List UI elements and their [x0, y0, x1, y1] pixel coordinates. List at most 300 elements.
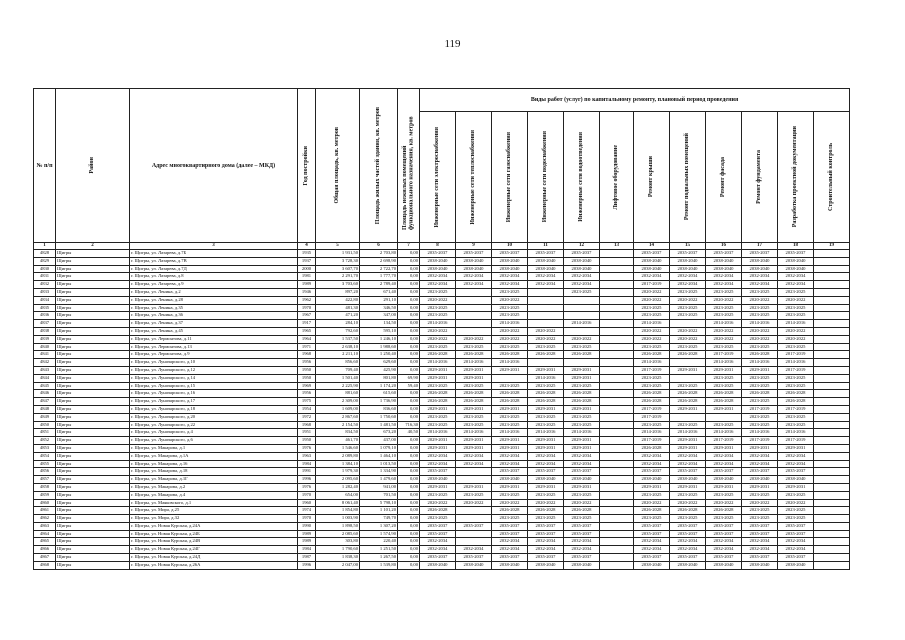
table-cell: 2020-2022 — [456, 335, 492, 343]
table-cell: 2014-2016 — [564, 320, 600, 328]
table-cell: 4846 — [34, 390, 56, 398]
table-row — [34, 343, 850, 351]
table-cell — [814, 468, 850, 476]
table-cell: 2032-2034 — [420, 546, 456, 554]
table-row — [34, 312, 850, 320]
table-cell: 2014-2016 — [742, 320, 778, 328]
table-cell: 2017-2019 — [706, 437, 742, 445]
table-cell: 2014-2016 — [778, 320, 814, 328]
table-cell: 2023-2025 — [420, 343, 456, 351]
column-number: 10 — [492, 243, 528, 250]
table-cell: 2 638,10 — [316, 343, 360, 351]
table-cell: Щигры — [56, 491, 130, 499]
table-cell — [600, 429, 634, 437]
table-cell: 2023-2025 — [456, 413, 492, 421]
table-cell: 2035-2037 — [492, 468, 528, 476]
table-cell: г. Щигры, ул. Ленина, д.37 — [130, 320, 298, 328]
table-cell: 1970 — [298, 304, 316, 312]
header-work-type: Ремонт подвальных помещений — [670, 112, 706, 243]
table-cell: 2014-2016 — [528, 429, 564, 437]
header-work-type: Инженерные сети теплоснабжения — [456, 112, 492, 243]
table-cell: Щигры — [56, 366, 130, 374]
table-cell: г. Щигры, ул. Ленина, д.35 — [130, 304, 298, 312]
table-cell: 2023-2025 — [420, 491, 456, 499]
table-cell — [600, 250, 634, 258]
table-cell — [814, 398, 850, 406]
table-cell: 1 537,50 — [316, 335, 360, 343]
table-cell: 2014-2016 — [634, 359, 670, 367]
table-cell: 1 079,10 — [360, 444, 398, 452]
table-cell: 0,00 — [398, 561, 420, 569]
table-cell: 4839 — [34, 335, 56, 343]
table-cell: 2 698,90 — [360, 257, 398, 265]
table-cell: 2032-2034 — [564, 546, 600, 554]
table-cell: 2023-2025 — [564, 421, 600, 429]
table-cell: 2023-2025 — [492, 413, 528, 421]
table-cell: 2032-2034 — [528, 538, 564, 546]
table-cell — [814, 312, 850, 320]
table-cell — [456, 288, 492, 296]
table-cell: 2032-2034 — [742, 546, 778, 554]
table-cell: 1991 — [298, 468, 316, 476]
table-cell: 1996 — [298, 476, 316, 484]
table-cell: 2014-2016 — [742, 429, 778, 437]
table-cell: 2026-2028 — [456, 390, 492, 398]
table-cell — [600, 257, 634, 265]
table-cell: 4842 — [34, 359, 56, 367]
table-cell: 4836 — [34, 312, 56, 320]
table-cell: 2035-2037 — [564, 530, 600, 538]
table-row — [34, 405, 850, 413]
table-cell: 2020-2022 — [420, 499, 456, 507]
table-cell: 2 722,70 — [360, 265, 398, 273]
table-cell: 4855 — [34, 460, 56, 468]
table-cell: Щигры — [56, 522, 130, 530]
table-cell: 2023-2025 — [706, 374, 742, 382]
table-cell: 1 250,40 — [360, 351, 398, 359]
table-cell: 2023-2025 — [778, 288, 814, 296]
table-cell: 2023-2025 — [528, 413, 564, 421]
header-works-group: Виды работ (услуг) по капитальному ремонту, плановый период проведения — [420, 89, 850, 112]
table-cell: г. Щигры, ул. Луначарского, д.16 — [130, 390, 298, 398]
table-cell: 2014-2016 — [778, 429, 814, 437]
table-row — [34, 546, 850, 554]
table-cell: 2023-2025 — [742, 288, 778, 296]
table-cell: 0,00 — [398, 250, 420, 258]
table-cell: 716,30 — [398, 421, 420, 429]
table-cell: 2023-2025 — [492, 421, 528, 429]
table-cell: 2038-2040 — [706, 561, 742, 569]
table-cell: г. Щигры, ул. Ленина, д.2 — [130, 288, 298, 296]
table-cell: г. Щигры, ул. Лазарева, д.7В — [130, 257, 298, 265]
table-cell: г. Щигры, ул. Новая Курская, д.24Б — [130, 530, 298, 538]
table-cell: 2014-2016 — [706, 359, 742, 367]
table-cell: г. Щигры, ул. Новая Курская, д.24А — [130, 522, 298, 530]
table-cell: 4857 — [34, 476, 56, 484]
table-cell — [600, 288, 634, 296]
table-cell: 2029-2031 — [420, 366, 456, 374]
table-cell: 2023-2025 — [706, 382, 742, 390]
column-number: 12 — [564, 243, 600, 250]
table-cell: 2038-2040 — [492, 265, 528, 273]
table-cell: 2020-2022 — [634, 335, 670, 343]
table-cell: 654,00 — [316, 491, 360, 499]
table-row — [34, 437, 850, 445]
table-cell: 2029-2031 — [670, 366, 706, 374]
table-cell: 2023-2025 — [456, 421, 492, 429]
table-cell: 1969 — [298, 382, 316, 390]
table-cell: 2029-2031 — [528, 437, 564, 445]
table-cell: 2035-2037 — [456, 554, 492, 562]
table-cell — [814, 320, 850, 328]
table-row — [34, 257, 850, 265]
table-cell: 2023-2025 — [420, 304, 456, 312]
table-cell: 2017-2019 — [634, 437, 670, 445]
table-cell: 2038-2040 — [456, 265, 492, 273]
table-cell: 2023-2025 — [670, 515, 706, 523]
table-cell: 1 790,60 — [316, 546, 360, 554]
table-cell: 2038-2040 — [670, 257, 706, 265]
table-cell — [600, 398, 634, 406]
table-cell: 2035-2037 — [492, 250, 528, 258]
table-cell: 4863 — [34, 522, 56, 530]
table-cell — [600, 554, 634, 562]
table-cell — [600, 351, 634, 359]
table-cell: 1 384,10 — [316, 460, 360, 468]
table-cell: 2026-2028 — [492, 398, 528, 406]
table-cell: 2023-2025 — [742, 515, 778, 523]
table-cell — [600, 421, 634, 429]
table-cell: 801,80 — [360, 374, 398, 382]
page-number: 119 — [444, 38, 461, 50]
table-cell: 2032-2034 — [742, 460, 778, 468]
table-cell: 2035-2037 — [670, 554, 706, 562]
table-cell: 2038-2040 — [528, 257, 564, 265]
table-cell: 4837 — [34, 320, 56, 328]
table-cell: 2038-2040 — [456, 561, 492, 569]
table-cell: 2026-2028 — [670, 351, 706, 359]
table-cell: 0,00 — [398, 437, 420, 445]
table-cell: г. Щигры, ул. Новая Курская, д.26А — [130, 561, 298, 569]
table-cell: 1 931,50 — [316, 250, 360, 258]
table-cell: г. Щигры, ул. Лазарева, д.8 — [130, 273, 298, 281]
table-cell: 2035-2037 — [742, 530, 778, 538]
table-cell: 0,00 — [398, 405, 420, 413]
table-cell — [600, 452, 634, 460]
table-cell: г. Щигры, ул. Лазарева, д.7Б — [130, 250, 298, 258]
table-cell: 2029-2031 — [670, 483, 706, 491]
table-cell: 0,00 — [398, 554, 420, 562]
table-cell: 0,00 — [398, 522, 420, 530]
table-cell: 0,00 — [398, 444, 420, 452]
table-cell: 2032-2034 — [564, 452, 600, 460]
table-row — [34, 444, 850, 452]
table-cell: 2035-2037 — [670, 250, 706, 258]
table-cell — [528, 359, 564, 367]
table-cell: Щигры — [56, 312, 130, 320]
table-cell: 2023-2025 — [778, 374, 814, 382]
table-cell: г. Щигры, ул. Макарова, д.16 — [130, 460, 298, 468]
table-cell: 4849 — [34, 413, 56, 421]
table-cell: г. Щигры, ул. Макарова, д.18 — [130, 468, 298, 476]
table-cell: 615,60 — [360, 390, 398, 398]
table-cell: 2026-2028 — [634, 444, 670, 452]
table-cell: 2 154,50 — [316, 421, 360, 429]
table-cell: г. Щигры, ул. Новая Курская, д.24Д — [130, 554, 298, 562]
table-cell: 134,50 — [360, 320, 398, 328]
table-cell: 2026-2028 — [706, 507, 742, 515]
table-cell: 1971 — [298, 343, 316, 351]
table-cell: 2029-2031 — [706, 366, 742, 374]
table-cell: 0,00 — [398, 460, 420, 468]
table-cell: 2038-2040 — [528, 265, 564, 273]
table-row — [34, 515, 850, 523]
table-cell: г. Щигры, ул. Ленина, д.45 — [130, 327, 298, 335]
table-cell: Щигры — [56, 476, 130, 484]
table-cell: 2035-2037 — [778, 250, 814, 258]
table-cell: 2026-2028 — [634, 398, 670, 406]
table-cell — [814, 359, 850, 367]
table-cell: 2023-2025 — [420, 515, 456, 523]
table-cell: 0,00 — [398, 359, 420, 367]
table-cell: 2020-2022 — [492, 296, 528, 304]
table-cell: 8 061,40 — [316, 499, 360, 507]
table-cell — [814, 507, 850, 515]
table-cell — [670, 359, 706, 367]
table-cell: 2017-2019 — [634, 281, 670, 289]
table-cell: 2038-2040 — [564, 257, 600, 265]
table-cell: 1989 — [298, 530, 316, 538]
table-cell: 2020-2022 — [706, 499, 742, 507]
table-cell: 2038-2040 — [670, 265, 706, 273]
table-cell — [600, 491, 634, 499]
table-cell: 2017-2019 — [706, 351, 742, 359]
table-cell: 2023-2025 — [492, 515, 528, 523]
table-cell: 1976 — [298, 444, 316, 452]
table-cell: 2032-2034 — [778, 460, 814, 468]
table-cell: 4859 — [34, 491, 56, 499]
table-cell: 4856 — [34, 468, 56, 476]
table-cell: 836,60 — [360, 405, 398, 413]
table-cell: 2017-2019 — [634, 405, 670, 413]
table-cell: Щигры — [56, 499, 130, 507]
table-cell: 2035-2037 — [634, 554, 670, 562]
table-cell: 2032-2034 — [492, 538, 528, 546]
table-cell: 346,50 — [360, 304, 398, 312]
table-cell: 2035-2037 — [420, 250, 456, 258]
table-cell — [456, 530, 492, 538]
table-cell — [528, 312, 564, 320]
table-cell: 881,60 — [316, 390, 360, 398]
table-cell: 2038-2040 — [420, 561, 456, 569]
table-cell: 5 798,10 — [360, 499, 398, 507]
table-cell — [814, 374, 850, 382]
table-cell — [814, 250, 850, 258]
table-cell: г. Щигры, ул. Мира, д.25 — [130, 507, 298, 515]
column-number: 5 — [316, 243, 360, 250]
table-cell: 2023-2025 — [492, 312, 528, 320]
table-cell — [456, 515, 492, 523]
column-number: 16 — [706, 243, 742, 250]
table-cell: 2038-2040 — [778, 257, 814, 265]
table-cell: 2023-2025 — [528, 491, 564, 499]
table-cell: 2023-2025 — [492, 304, 528, 312]
table-cell: г. Щигры, ул. Маяковского, д.1 — [130, 499, 298, 507]
table-cell: Щигры — [56, 554, 130, 562]
table-cell: 69,90 — [398, 374, 420, 382]
table-cell: 2035-2037 — [778, 530, 814, 538]
table-cell: 303,80 — [316, 538, 360, 546]
table-cell: 2023-2025 — [670, 491, 706, 499]
table-cell: 2020-2022 — [634, 499, 670, 507]
table-cell: 1 979,30 — [316, 468, 360, 476]
header-work-type: Разработка проектной документации — [778, 112, 814, 243]
header-col-year: Год постройки — [298, 89, 316, 243]
table-cell: 3 607,70 — [316, 265, 360, 273]
table-cell: 0,00 — [398, 546, 420, 554]
table-cell: 4864 — [34, 530, 56, 538]
table-cell: г. Щигры, ул. Луначарского, д.20 — [130, 413, 298, 421]
table-cell: 792,60 — [316, 327, 360, 335]
table-cell: 0,00 — [398, 304, 420, 312]
table-cell: 2023-2025 — [634, 382, 670, 390]
table-cell: 2032-2034 — [564, 538, 600, 546]
table-cell: 2023-2025 — [420, 413, 456, 421]
table-cell: Щигры — [56, 382, 130, 390]
table-cell: г. Щигры, ул. Макарова, д.4 — [130, 491, 298, 499]
table-cell — [600, 281, 634, 289]
table-cell: г. Щигры, ул. Луначарского, д.12 — [130, 366, 298, 374]
table-cell: 2032-2034 — [456, 460, 492, 468]
table-cell: 0,00 — [398, 499, 420, 507]
table-cell: 2038-2040 — [742, 561, 778, 569]
table-cell: 2026-2028 — [528, 398, 564, 406]
table-row — [34, 554, 850, 562]
table-cell: 2017-2019 — [634, 413, 670, 421]
table-cell: 2035-2037 — [634, 468, 670, 476]
table-cell — [814, 499, 850, 507]
table-cell: 284,10 — [316, 320, 360, 328]
table-cell: 2023-2025 — [670, 288, 706, 296]
table-cell: 2038-2040 — [492, 476, 528, 484]
table-cell: 2023-2025 — [634, 515, 670, 523]
table-cell: 2000 — [298, 265, 316, 273]
table-cell: 2029-2031 — [670, 405, 706, 413]
table-cell — [600, 343, 634, 351]
table-row — [34, 273, 850, 281]
table-cell: 1996 — [298, 561, 316, 569]
table-cell: 2020-2022 — [420, 296, 456, 304]
table-cell: 2020-2022 — [742, 335, 778, 343]
table-cell: 2023-2025 — [742, 312, 778, 320]
table-cell: Щигры — [56, 327, 130, 335]
table-cell: 2023-2025 — [564, 288, 600, 296]
table-cell: 2023-2025 — [706, 343, 742, 351]
table-cell: 2032-2034 — [492, 281, 528, 289]
table-cell: 2023-2025 — [492, 343, 528, 351]
table-cell: 2032-2034 — [528, 273, 564, 281]
table-cell: 1 174,20 — [360, 382, 398, 390]
table-cell: Щигры — [56, 398, 130, 406]
table-cell — [600, 546, 634, 554]
table-cell: 2035-2037 — [778, 522, 814, 530]
table-cell — [670, 320, 706, 328]
table-cell: Щигры — [56, 405, 130, 413]
table-row — [34, 538, 850, 546]
table-cell: 2035-2037 — [706, 250, 742, 258]
table-cell: 2026-2028 — [492, 351, 528, 359]
table-cell: 2026-2028 — [634, 390, 670, 398]
table-cell: 2026-2028 — [564, 507, 600, 515]
table-cell: 4853 — [34, 444, 56, 452]
table-row — [34, 366, 850, 374]
table-cell — [600, 327, 634, 335]
table-cell: 2032-2034 — [742, 273, 778, 281]
table-cell: 2038-2040 — [528, 476, 564, 484]
table-cell: 4834 — [34, 296, 56, 304]
table-cell — [600, 296, 634, 304]
table-cell: 2035-2037 — [456, 250, 492, 258]
table-cell — [814, 382, 850, 390]
table-cell — [814, 452, 850, 460]
table-row — [34, 468, 850, 476]
table-cell: 2026-2028 — [528, 390, 564, 398]
table-cell: 2014-2016 — [706, 429, 742, 437]
table-cell — [528, 288, 564, 296]
table-cell: Щигры — [56, 515, 130, 523]
table-cell: 2020-2022 — [456, 499, 492, 507]
table-cell: 2014-2016 — [492, 359, 528, 367]
table-cell: 2026-2028 — [634, 507, 670, 515]
table-row — [34, 335, 850, 343]
table-cell: 2038-2040 — [564, 265, 600, 273]
table-cell — [564, 296, 600, 304]
table-cell: 1 246,10 — [360, 335, 398, 343]
table-cell: г. Щигры, ул. Лазарева, д.7Д — [130, 265, 298, 273]
table-cell: 2017-2019 — [742, 405, 778, 413]
table-cell: 4828 — [34, 250, 56, 258]
table-cell: 2035-2037 — [706, 468, 742, 476]
table-cell: 0,00 — [398, 413, 420, 421]
table-cell — [814, 288, 850, 296]
table-cell: 2038-2040 — [492, 257, 528, 265]
table-cell: 2029-2031 — [706, 405, 742, 413]
table-cell: 481,30 — [316, 304, 360, 312]
table-cell — [600, 507, 634, 515]
table-cell: 2020-2022 — [670, 499, 706, 507]
table-cell: Щигры — [56, 304, 130, 312]
table-cell: 2035-2037 — [564, 468, 600, 476]
table-cell: 0,00 — [398, 351, 420, 359]
table-cell — [564, 359, 600, 367]
table-cell: 2023-2025 — [778, 515, 814, 523]
table-cell — [600, 366, 634, 374]
table-cell: г. Щигры, ул. Макарова, д.1 — [130, 444, 298, 452]
table-cell: 897,20 — [316, 288, 360, 296]
table-cell: 2029-2031 — [420, 483, 456, 491]
table-cell: 2017-2019 — [778, 351, 814, 359]
table-cell — [564, 327, 600, 335]
table-cell: 2023-2025 — [742, 421, 778, 429]
table-cell: г. Щигры, ул. Лазарева, д.9 — [130, 281, 298, 289]
table-cell: Щигры — [56, 460, 130, 468]
table-cell: Щигры — [56, 374, 130, 382]
table-cell: 4854 — [34, 452, 56, 460]
table-cell: 2 089,80 — [316, 452, 360, 460]
table-cell — [600, 468, 634, 476]
table-cell: 2029-2031 — [456, 444, 492, 452]
table-cell: 2029-2031 — [456, 374, 492, 382]
